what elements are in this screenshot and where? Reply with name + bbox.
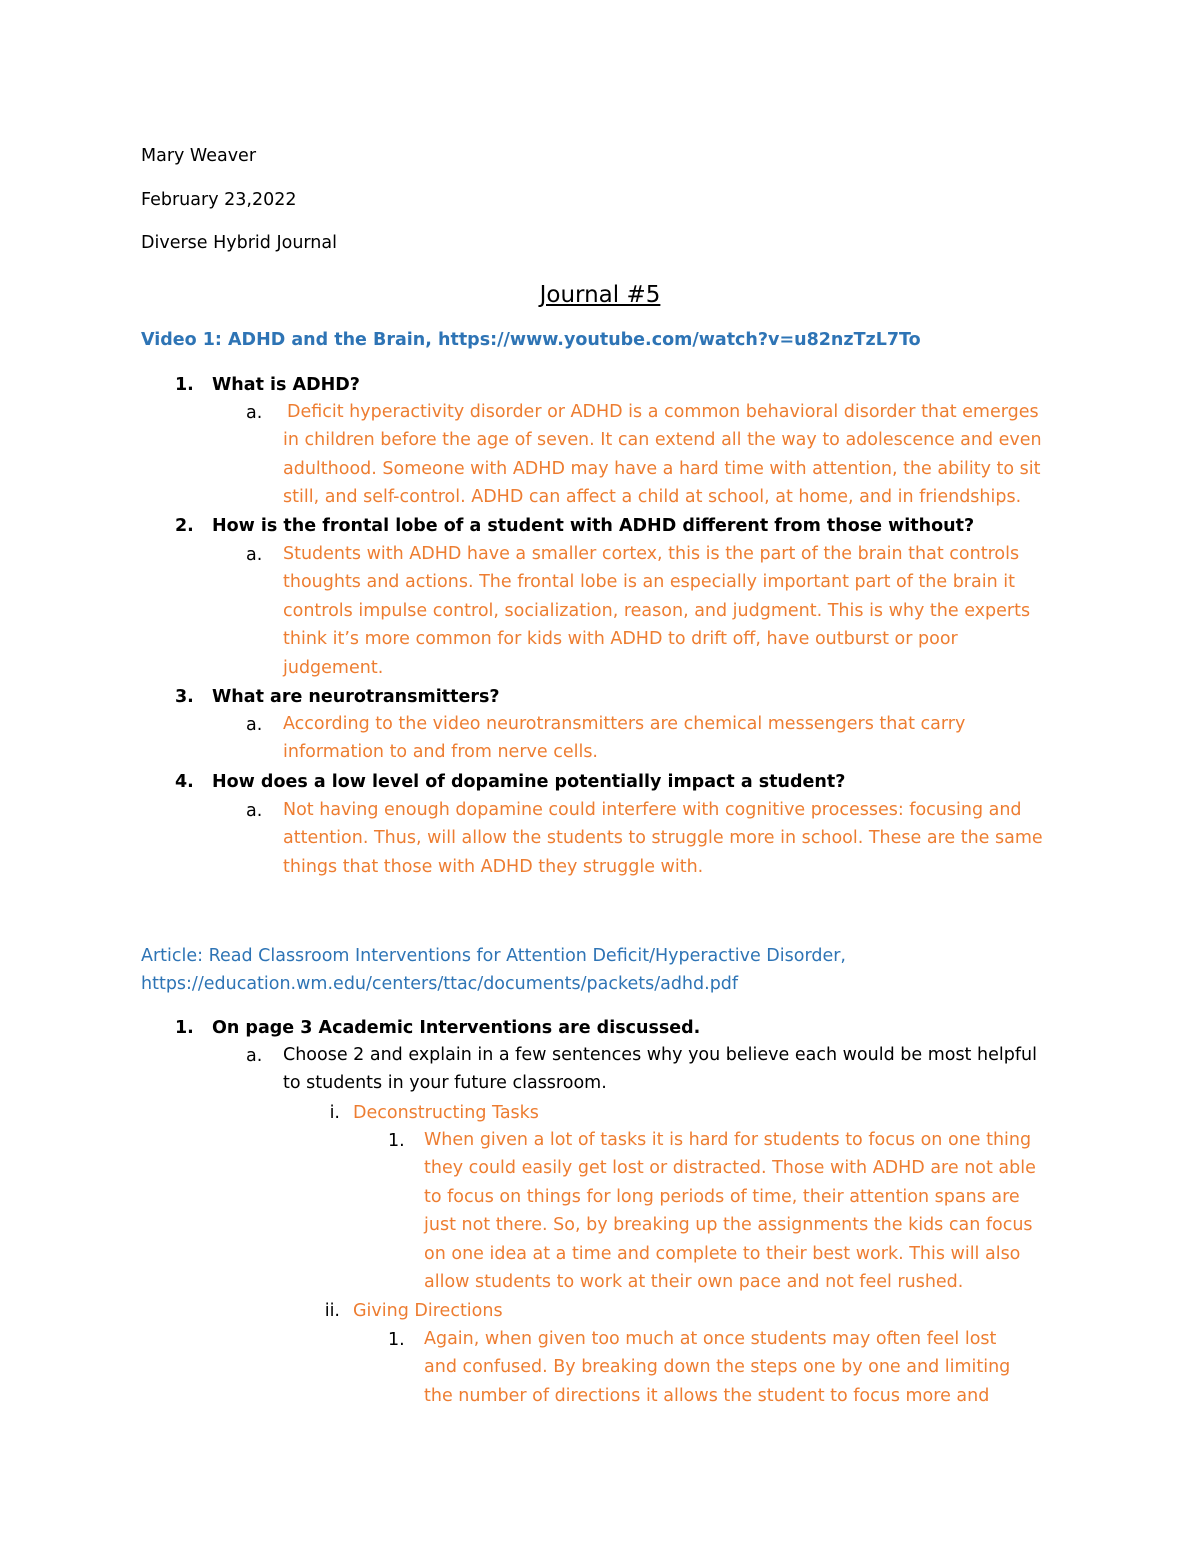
question-text: How is the frontal lobe of a student with ADHD different from those without? [212, 516, 975, 536]
roman-marker: ii. [324, 1301, 340, 1321]
answer-text: According to the video neurotransmitters are chemical messengers that carry information to and from nerve cells. [283, 714, 966, 763]
answer-text: Not having enough dopamine could interfere with cognitive processes: focusing and attention. Thus, will allow the students to struggle more in school. These are the same things that those with ADHD they struggle with. [283, 800, 1043, 877]
question-number: 3. [175, 687, 194, 707]
answer-marker: a. [246, 715, 263, 735]
roman-marker: i. [329, 1103, 340, 1123]
question-number: 4. [175, 772, 194, 792]
question-number: 2. [175, 516, 194, 536]
author-name: Mary Weaver [141, 146, 257, 166]
answer-text: Students with ADHD have a smaller cortex, this is the part of the brain that controls thoughts and actions. The frontal lobe is an especially important part of the brain it controls impulse control, socialization, reason, and judgment. This is why the experts think it’s more common for kids with ADHD to drift off, have outburst or poor judgement. [283, 544, 1031, 678]
intervention-number: 1. [388, 1330, 405, 1350]
section1-heading: Video 1: ADHD and the Brain, https://www.youtube.com/watch?v=u82nzTzL7To [141, 330, 921, 350]
question-text: How does a low level of dopamine potentially impact a student? [212, 772, 846, 792]
question-text: What is ADHD? [212, 375, 360, 395]
intervention-number: 1. [388, 1131, 405, 1151]
question-number: 1. [175, 1018, 194, 1038]
document-date: February 23,2022 [141, 190, 297, 210]
answer-marker: a. [246, 801, 263, 821]
answer-text: Deficit hyperactivity disorder or ADHD is a common behavioral disorder that emerges in children before the age of seven. It can extend all the way to adolescence and even adulthood. Someone with ADHD may have a hard time with attention, the ability to sit still, and self-control. ADHD can affect a child at school, at home, and in friendships. [283, 402, 1042, 508]
section2-heading: Article: Read Classroom Interventions for Attention Deficit/Hyperactive Disorder, [141, 946, 846, 966]
page-title: Journal #5 [539, 282, 661, 308]
answer-marker: a. [246, 403, 263, 423]
intervention-name: Deconstructing Tasks [353, 1103, 539, 1123]
answer-marker: a. [246, 545, 263, 565]
prompt-marker: a. [246, 1046, 263, 1066]
question-text: What are neurotransmitters? [212, 687, 500, 707]
course-name: Diverse Hybrid Journal [141, 233, 337, 253]
prompt-text: Choose 2 and explain in a few sentences why you believe each would be most helpful to students in your future classroom. [283, 1045, 1037, 1094]
intervention-name: Giving Directions [353, 1301, 503, 1321]
intervention-text: When given a lot of tasks it is hard for students to focus on one thing they could easily get lost or distracted. Those with ADHD are not able to focus on things for long periods of time, their attention spans are just not there. So, by breaking up the assignments the kids can focus on one idea at a time and complete to their best work. This will also allow students to work at their own pace and not feel rushed. [424, 1130, 1036, 1293]
question-text: On page 3 Academic Interventions are discussed. [212, 1018, 701, 1038]
intervention-text: Again, when given too much at once students may often feel lost and confused. By breaking down the steps one by one and limiting the number of directions it allows the student to focus more and [424, 1329, 1011, 1406]
question-number: 1. [175, 375, 194, 395]
article-link[interactable]: https://education.wm.edu/centers/ttac/documents/packets/adhd.pdf [141, 974, 739, 994]
